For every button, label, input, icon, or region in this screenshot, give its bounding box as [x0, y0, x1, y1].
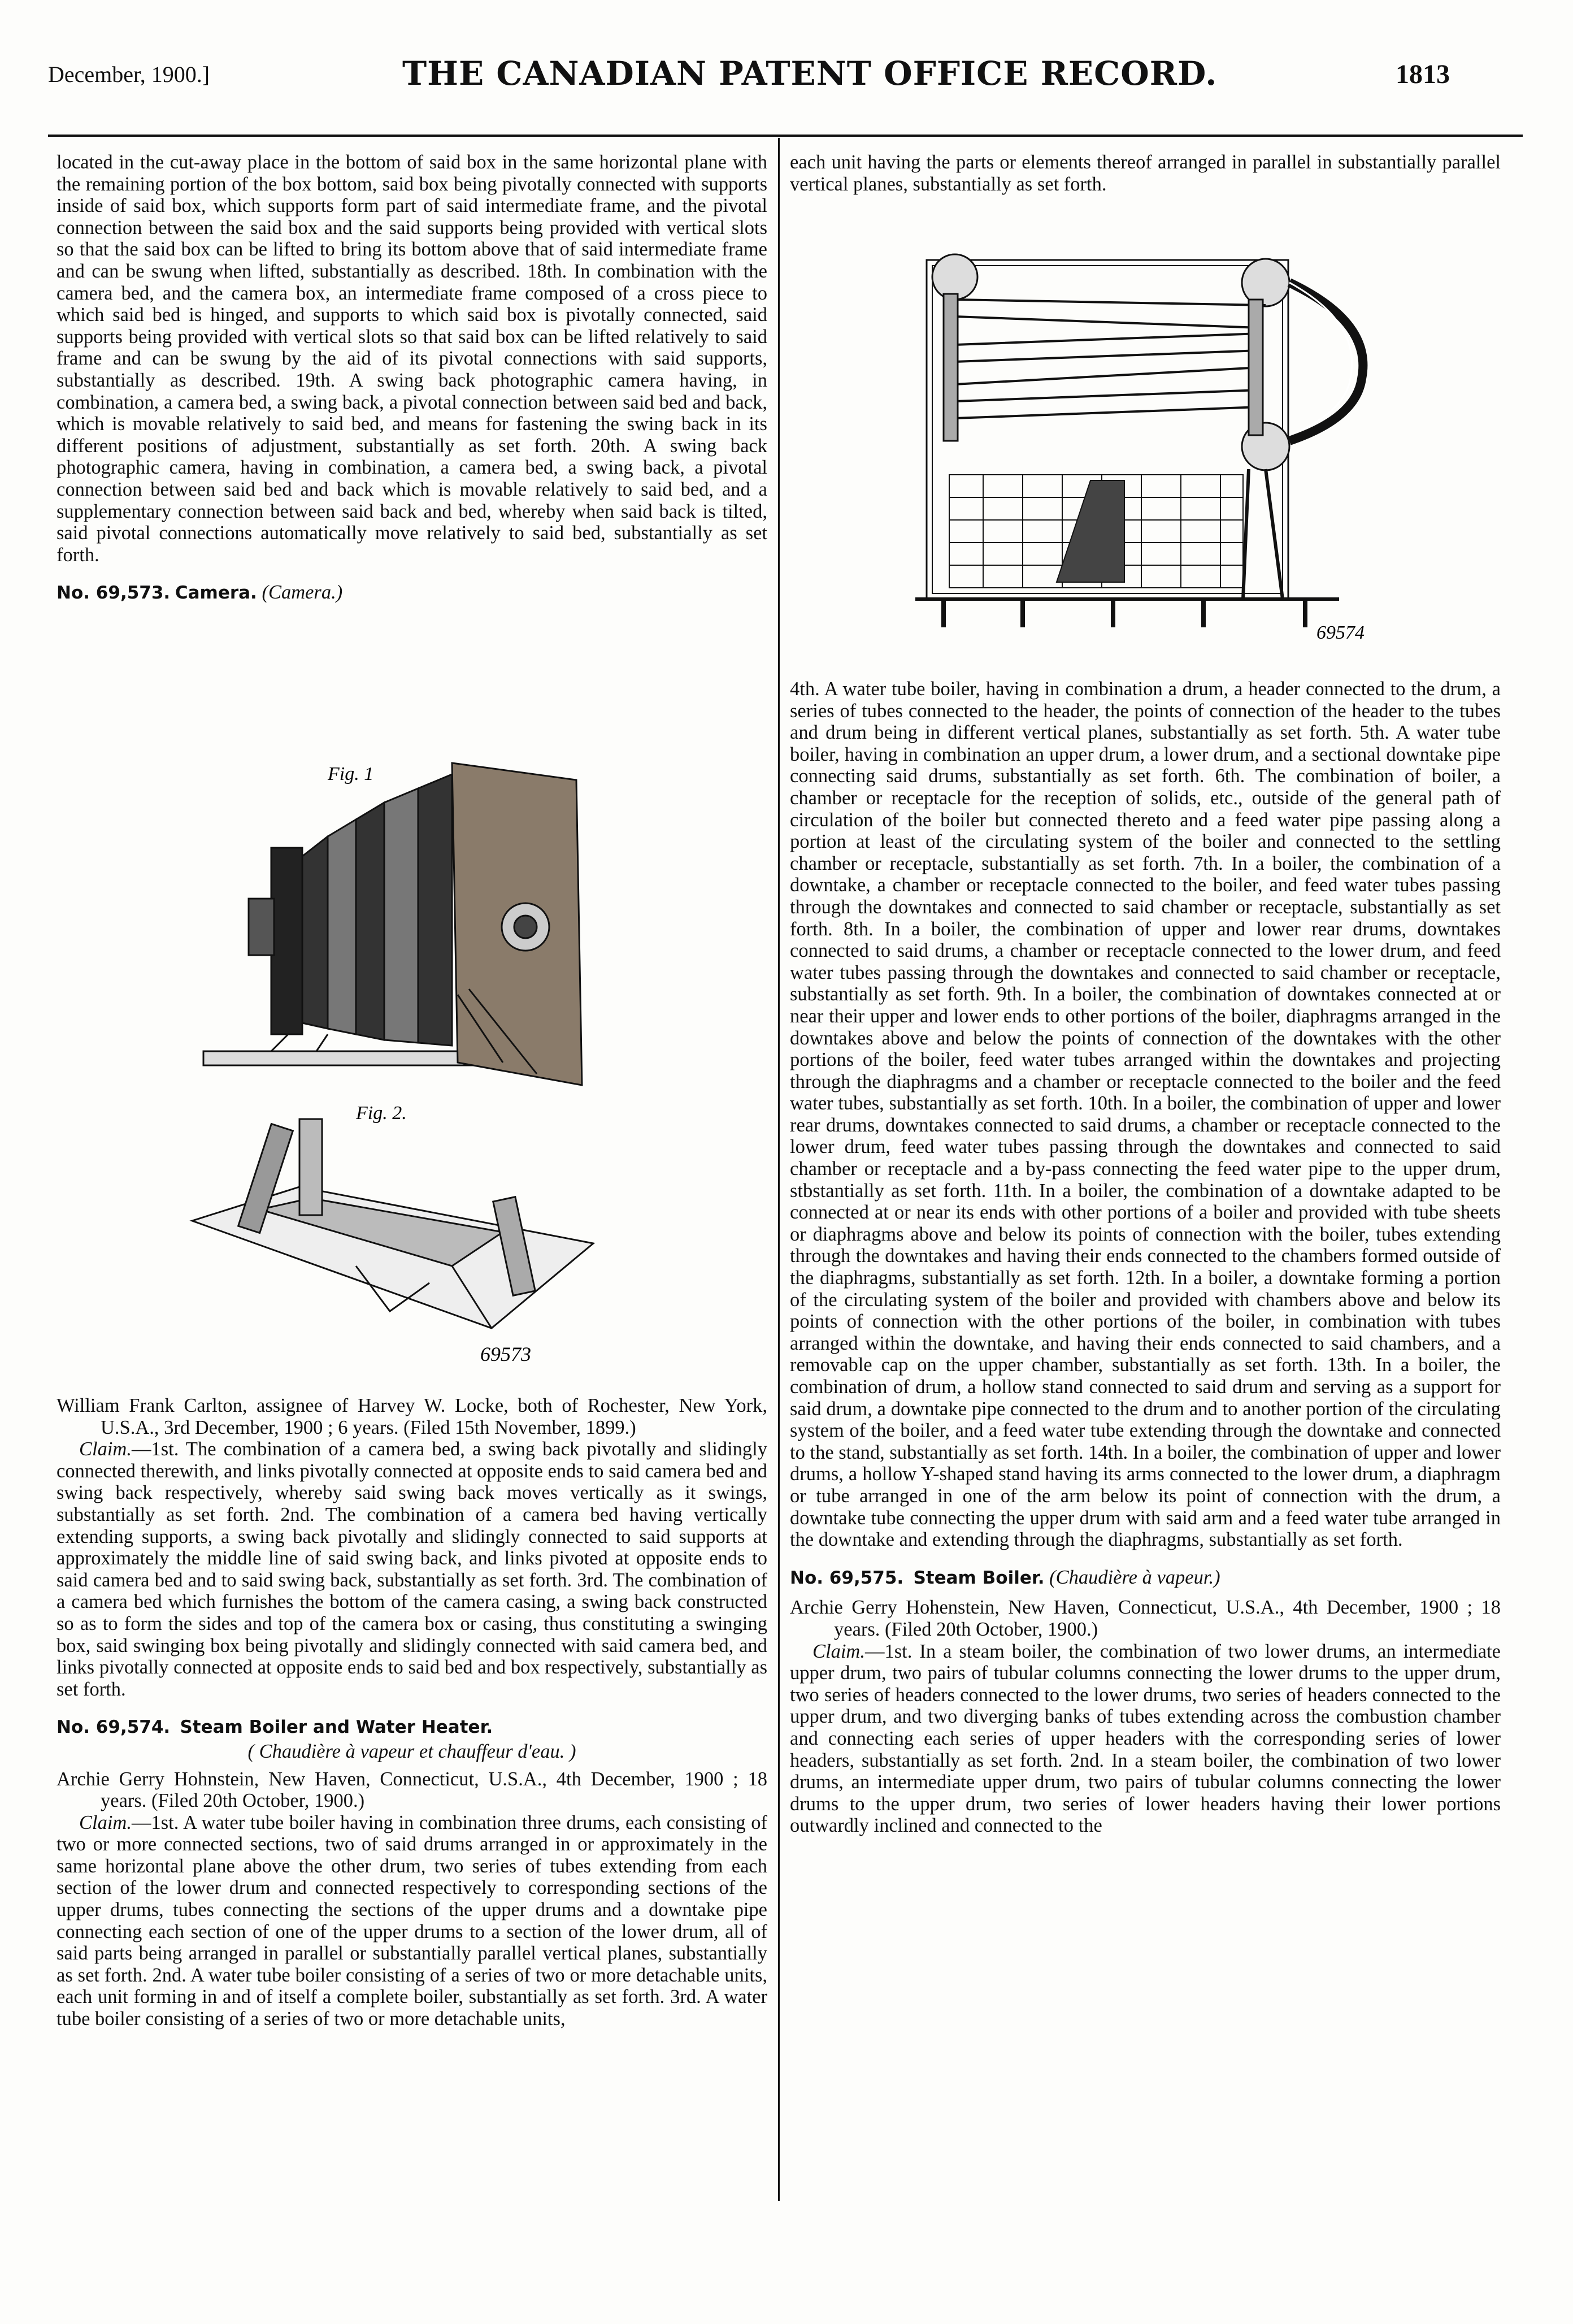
fig-number-69573: 69573 [480, 1343, 531, 1365]
fig2-label: Fig. 2. [356, 1103, 407, 1124]
patent-heading-69573: No. 69,573. Camera. (Camera.) [57, 582, 343, 604]
header-date: December, 1900.] [48, 62, 210, 87]
applicant-69573: William Frank Carlton, assignee of Harvey W. Locke, both of Rochester, New York, U.S.A., 3rd December, 1900 ; 6 years. (Filed 15th November, 1899.) [57, 1395, 767, 1438]
camera-drawing [186, 757, 605, 1368]
claims-continuation-right: each unit having the parts or elements thereof arranged in parallel in substantially parallel vertical planes, substantially as set forth. [790, 151, 1501, 195]
boiler-figure [910, 237, 1407, 644]
boiler-drawing [910, 237, 1407, 644]
applicant-69574: Archie Gerry Hohnstein, New Haven, Connecticut, U.S.A., 4th December, 1900 ; 18 years. (Filed 20th October, 1900.) [57, 1768, 767, 1812]
fig-number-69574: 69574 [1316, 622, 1365, 643]
claim-69573: Claim.—1st. The combination of a camera bed, a swing back pivotally and slidingly connected therewith, and links pivotally connected at opposite ends to said camera bed and swing back respectively, whereby said swing back moves vertically as it swings, substantially as set forth. 2nd. The combination of a camera bed having vertically extending supports, a swing back pivotally and slidingly connected to said supports at approximately the middle line of said swing back, and links pivoted at opposite ends to said camera bed and to said swing back, substantially as set forth. 3rd. The combination of a camera bed which furnishes the bottom of the camera casing, a swing back constructed so as to form the sides and top of the camera box or casing, thus constituting a swinging box, said swinging box being pivotally and slidingly connected with said camera bed, and links pivotally connected at opposite ends to said bed and box respectively, substantially as set forth. [57, 1438, 767, 1700]
right-column-bottom [790, 678, 1501, 1837]
claims-69574-cont: 4th. A water tube boiler, having in combination a drum, a header connected to the drum, a series of tubes connected to the header, the points of connection of the header to the tubes and drum being in different vertical planes, substantially as set forth. 5th. A water tube boiler, having in combination an upper drum, a lower drum, and a sectional downtake pipe connecting said drums, substantially as set forth. 6th. The combination of boiler, a chamber or receptacle for the reception of solids, etc., outside of the general path of circulation of the boiler but connected thereto and a feed water pipe passing along a portion at least of the circulating system of the boiler and connected to the settling chamber or receptacle, substantially as set forth. 7th. In a boiler, the combination of a downtake, a chamber or receptacle connected to the boiler, and feed water tubes passing through the downtakes and connected to said chamber or receptacle, substantially as set forth. 8th. In a boiler, the combination of upper and lower rear drums, downtakes connected to said drums, a chamber or receptacle connected to the lower drum, and feed water tubes passing through the downtakes and connected to said chamber or receptacle, substantially as set forth. 9th. In a boiler, the combination of downtakes connected at or near their upper and lower ends to other portions of the boiler, diaphragms arranged in the downtakes above and below the points of connection of the downtakes with the other portions of the boiler, feed water tubes arranged within the downtakes and projecting through the diaphragms and a chamber or receptacle connected to the boiler and the feed water tubes, substantially as set forth. 10th. In a boiler, the combination of upper and lower rear drums, downtakes connected to said drums, a chamber or receptacle connected to the lower drum, feed water tubes passing through the downtakes and connected to said chamber or receptacle and a by-pass connecting the feed water pipe to the upper drum, stbstantially as set forth. 11th. In a boiler, the combination of a downtake adapted to be connected at or near its ends with other portions of a boiler and provided with tube sheets or diaphragms above and below its points of connection with the boiler, tubes extending through the downtakes and having their ends connected to the chambers formed outside of the diaphragms, substantially as set forth. 12th. In a boiler, a downtake forming a portion of the circulating system of the boiler and provided with chambers above and below its points of connection with the other portions of the boiler, in combination with tubes arranged within the downtake, and having their ends connected to said chambers, and a removable cap on the upper chamber, substantially as set forth. 13th. In a boiler, the combination of drum, a hollow stand connected to said drum and serving as a support for said drum, a downtake pipe connected to the drum and to another portion of the circulating system of the boiler, and a feed water tube extending through the downtake and connected to the stand, substantially as set forth. 14th. In a boiler, the combination of upper and lower drums, a hollow Y-shaped stand having its arms connected to the lower drum, a diaphragm or tube arranged in one of the arm below its point of connection with the drum, a downtake tube connecting the upper drum with said arm and a feed water tube arranged in the downtake and extending through the diaphragms, substantially as set forth. [790, 678, 1501, 1551]
header-page-number: 1813 [1396, 59, 1450, 89]
french-title-69574: ( Chaudière à vapeur et chauffeur d'eau. ) [247, 1740, 576, 1762]
left-column-bottom [57, 1395, 767, 2030]
patent-heading-69575: No. 69,575. Steam Boiler. (Chaudière à vapeur.) [790, 1566, 1220, 1588]
claim-69575: Claim.—1st. In a steam boiler, the combination of two lower drums, an intermediate upper drum, two pairs of tubular columns connecting the lower drums to the upper drum, two series of headers connected to the lower drums, two series of headers connected to the upper drum, and two diverging banks of tubes extending across the combustion chamber and connecting each series of upper headers with the corresponding series of lower headers, substantially as set forth. 2nd. In a steam boiler, the combination of two lower drums, an intermediate upper drum, two pairs of tubular columns connecting the lower drums to the upper drum, two series of lower headers having their lower portions outwardly inclined and connected to the [790, 1640, 1501, 1837]
claims-continuation: located in the cut-away place in the bottom of said box in the same horizontal plane with the remaining portion of the box bottom, said box being pivotally connected with supports inside of said box, which supports form part of said intermediate frame, and the pivotal connection between the said box and the said supports being provided with vertical slots so that the said box can be lifted to bring its bottom above that of said intermediate frame and can be swung when lifted, substantially as described. 18th. In combination with the camera bed, and the camera box, an intermediate frame composed of a cross piece to which said bed is hinged, and supports to which said box is pivotally connected, said supports being provided with vertical slots so that said box can be lifted relatively to said frame and can be swung by the aid of its pivotal connections with said supports, substantially as described. 19th. A swing back photographic camera having, in combination, a camera bed, a swing back, a pivotal connection between said bed and back, which is movable relatively to said bed, and means for fastening the swing back in its different positions of adjustment, substantially as set forth. 20th. A swing back photographic camera, having in combination, a camera bed, a swing back, a pivotal connection between said bed and back which is movable relatively to said bed, and a supplementary connection between said back and bed, whereby when said back is tilted, said pivotal connections automatically move relatively to said bed, substantially as set forth. [57, 151, 767, 566]
camera-figure [186, 757, 605, 1368]
header-rule [48, 135, 1523, 137]
claim-69574: Claim.—1st. A water tube boiler having in combination three drums, each consisting of two or more connected sections, two of said drums arranged in or approximately in the same horizontal plane above the other drum, two series of tubes extending from each section of the lower drum and connected respectively to corresponding sections of the upper drums, tubes connecting the sections of the upper drums and a downtake pipe connecting each section of one of the upper drums to a section of the lower drum, all of said parts being arranged in parallel or substantially parallel vertical planes, substantially as set forth. 2nd. A water tube boiler consisting of a series of two or more detachable units, each unit forming in and of itself a complete boiler, substantially as set forth. 3rd. A water tube boiler consisting of a series of two or more detachable units, [57, 1811, 767, 2030]
right-column-top [790, 151, 1501, 195]
applicant-69575: Archie Gerry Hohenstein, New Haven, Connecticut, U.S.A., 4th December, 1900 ; 18 years. (Filed 20th October, 1900.) [790, 1597, 1501, 1640]
column-divider [778, 138, 780, 2201]
header-title: THE CANADIAN PATENT OFFICE RECORD. [402, 54, 1218, 93]
left-column-top [57, 151, 767, 612]
patent-heading-69574: No. 69,574. Steam Boiler and Water Heater. [57, 1717, 493, 1738]
fig1-label: Fig. 1 [328, 764, 374, 784]
